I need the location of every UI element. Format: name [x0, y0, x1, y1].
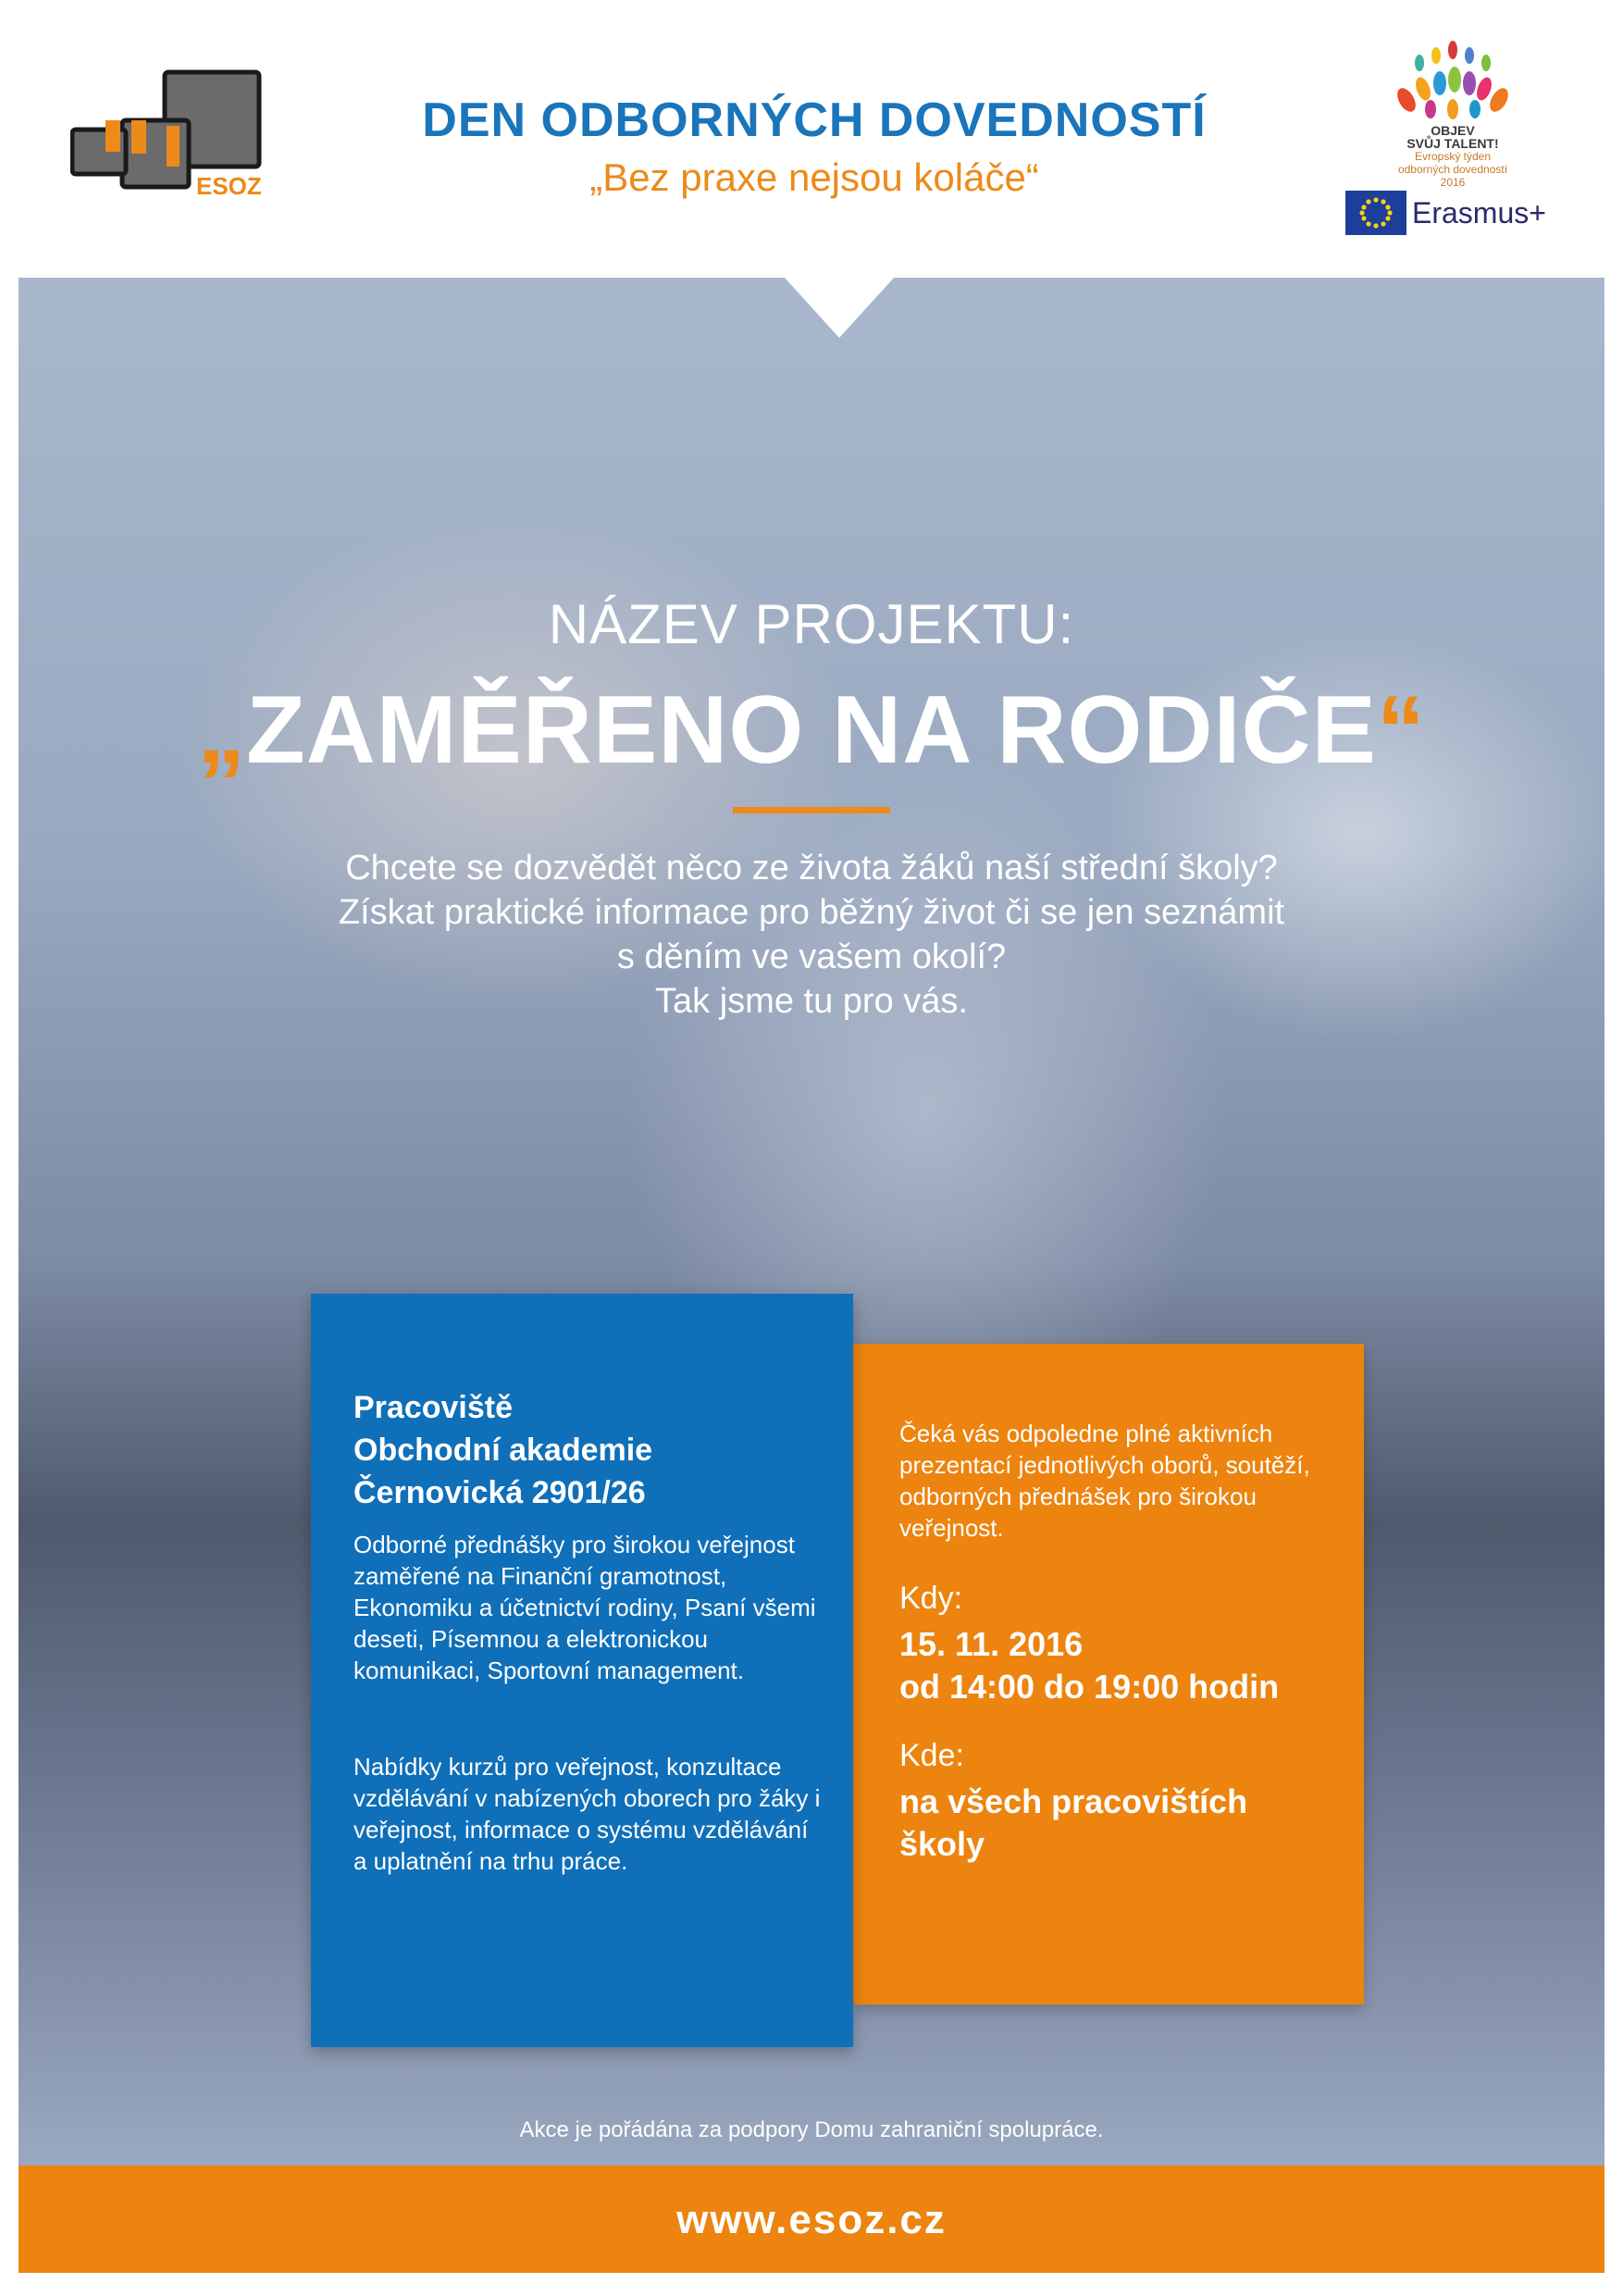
hero-panel — [19, 278, 1604, 2166]
talent-line1: OBJEV — [1431, 123, 1475, 138]
intro-line: Tak jsme tu pro vás. — [655, 982, 968, 1021]
erasmus-logo — [1345, 191, 1549, 237]
event-subtitle: „Bez praxe nejsou koláče“ — [589, 155, 1039, 199]
website-link[interactable]: www.esoz.cz — [676, 2197, 947, 2242]
project-title-text: ZAMĚŘENO NA RODIČE — [246, 676, 1377, 784]
when-label: Kdy: — [899, 1581, 963, 1616]
esoz-logo-text: ESOZ — [196, 172, 262, 200]
footer-bar — [19, 2166, 1604, 2273]
title-underline — [733, 807, 890, 813]
where-value — [899, 1781, 1344, 1866]
event-details-box — [853, 1344, 1364, 2004]
where-line: na všech pracovištích — [899, 1782, 1248, 1820]
support-footnote: Akce je pořádána za podpory Domu zahraniční spolupráce. — [519, 2117, 1104, 2142]
event-description: Čeká vás odpoledne plné aktivních prezentací jednotlivých oborů, soutěží, odborných přednášek pro širokou veřejnost. — [899, 1420, 1310, 1542]
talent-line5: 2016 — [1440, 176, 1466, 189]
workplace-heading-line: Obchodní akademie — [353, 1433, 653, 1468]
intro-text — [167, 846, 1456, 1024]
courses-paragraph: Nabídky kurzů pro veřejnost, konzultace vzdělávání v nabízených oborech pro žáky i veřejnost, informace o systému vzdělávání a uplatnění na trhu práce. — [353, 1753, 821, 1875]
intro-line: s děním ve vašem okolí? — [616, 937, 1007, 976]
workplace-box — [311, 1294, 853, 2047]
eu-flag-icon — [1345, 191, 1406, 235]
where-line: školy — [899, 1825, 985, 1863]
quote-open: „ — [197, 676, 247, 784]
talent-line3: Evropský týden — [1414, 150, 1492, 163]
event-title: DEN ODBORNÝCH DOVEDNOSTÍ — [422, 93, 1207, 147]
esoz-logo — [70, 68, 283, 198]
workplace-heading-line: Pracoviště — [353, 1390, 513, 1425]
panel-notch — [784, 278, 895, 338]
talent-line2: SVŮJ TALENT! — [1406, 136, 1499, 151]
talent-logo — [1379, 35, 1527, 189]
event-time: od 14:00 do 19:00 hodin — [899, 1668, 1280, 1706]
project-title — [19, 676, 1604, 786]
when-value — [899, 1623, 1344, 1708]
lectures-paragraph: Odborné přednášky pro širokou veřejnost zaměřené na Finanční gramotnost, Ekonomiku a účetnictví rodiny, Psaní všemi deseti, Písemnou a elektronickou komunikaci, Sportovní management. — [353, 1531, 816, 1684]
where-label: Kde: — [899, 1738, 964, 1773]
workplace-heading-line: Černovická 2901/26 — [353, 1475, 646, 1510]
talent-leaves-icon — [1379, 35, 1527, 124]
talent-line4: odborných dovedností — [1397, 163, 1508, 176]
intro-line: Získat praktické informace pro běžný život či se jen seznámit — [338, 893, 1285, 932]
intro-line: Chcete se dozvědět něco ze života žáků naší střední školy? — [345, 849, 1278, 887]
workplace-heading — [353, 1386, 835, 1514]
project-label: NÁZEV PROJEKTU: — [548, 593, 1075, 655]
quote-close: “ — [1376, 676, 1426, 784]
event-date: 15. 11. 2016 — [899, 1625, 1084, 1663]
erasmus-logo-text: Erasmus+ — [1412, 196, 1546, 230]
